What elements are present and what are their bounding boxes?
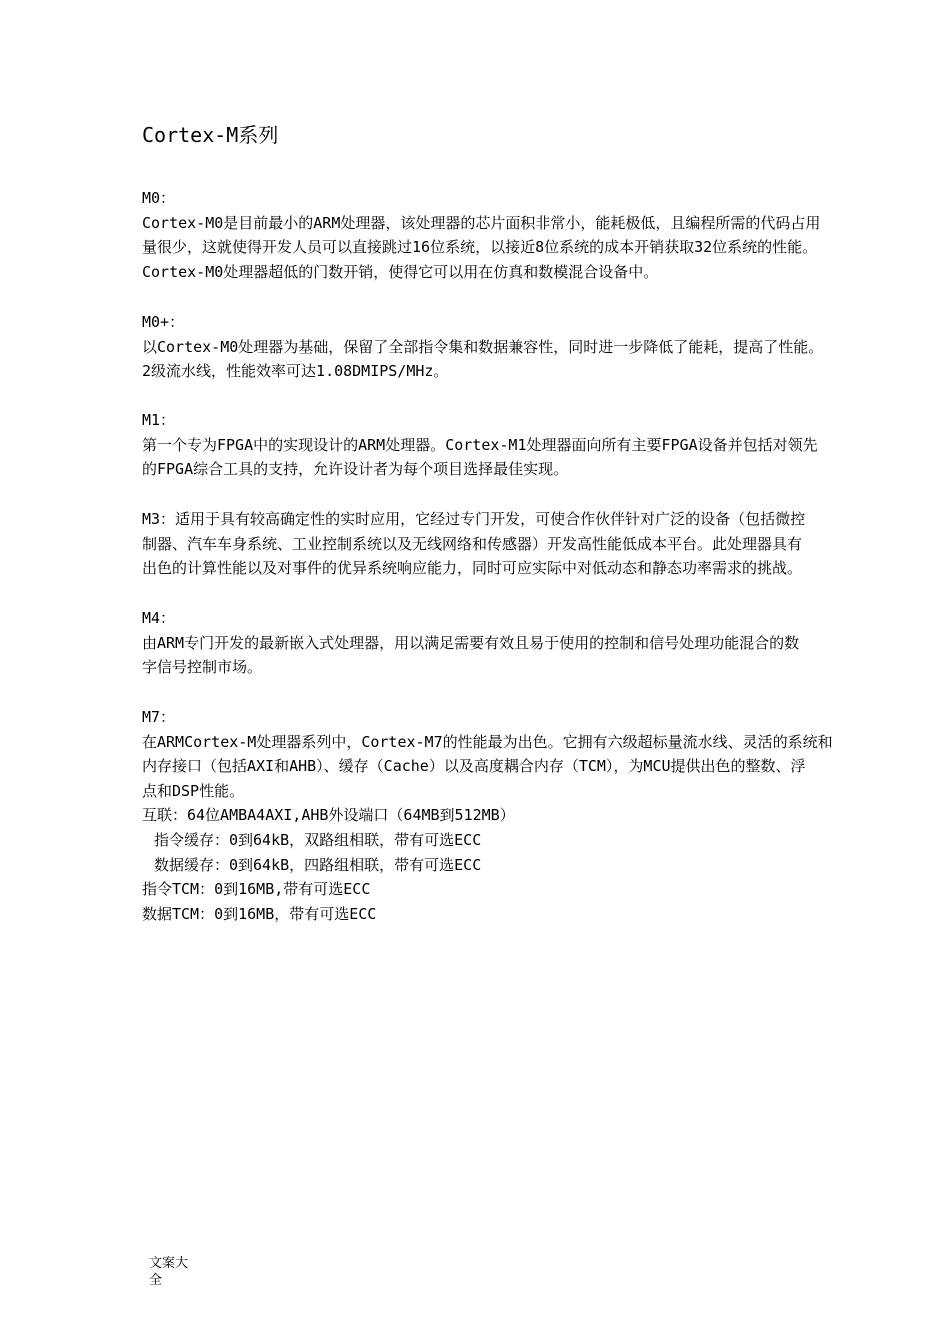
section-m0plus [142, 310, 922, 384]
paragraph-line: 字信号控制市场。 [142, 658, 263, 677]
section-heading-m1: M1： [142, 411, 176, 429]
paragraph-line: 由ARM专门开发的最新嵌入式处理器，用以满足需要有效且易于使用的控制和信号处理功能混合的数 [142, 633, 800, 652]
section-heading-m4: M4： [142, 609, 176, 627]
paragraph-line: Cortex-M0是目前最小的ARM处理器，该处理器的芯片面积非常小，能耗极低，且编程所需的代码占用 [142, 213, 821, 232]
spec-interconnect: 互联：64位AMBA4AXI,AHB外设端口（64MB到512MB） [142, 806, 515, 825]
section-m0 [142, 186, 922, 284]
section-m7 [142, 705, 922, 926]
paragraph-line: M3：适用于具有较高确定性的实时应用，它经过专门开发，可使合作伙伴针对广泛的设备（包括微控 [142, 510, 806, 528]
paragraph-line: 量很少，这就使得开发人员可以直接跳过16位系统，以接近8位系统的成本开销获取32位系统的性能。 [142, 238, 818, 257]
section-m4 [142, 606, 922, 680]
section-heading-m0plus: M0+： [142, 313, 185, 331]
spec-data-cache: 数据缓存：0到64kB，四路组相联，带有可选ECC [154, 855, 482, 874]
paragraph-line: 点和DSP性能。 [142, 781, 245, 800]
spec-instruction-cache: 指令缓存：0到64kB，双路组相联，带有可选ECC [154, 830, 482, 849]
footer-watermark [149, 1255, 188, 1289]
paragraph-line: Cortex-M0处理器超低的门数开销，使得它可以用在仿真和数模混合设备中。 [142, 262, 659, 281]
section-m1 [142, 408, 922, 482]
paragraph-line: 的FPGA综合工具的支持，允许设计者为每个项目选择最佳实现。 [142, 460, 569, 479]
footer-line: 文案大 [149, 1256, 189, 1271]
paragraph-line: 2级流水线，性能效率可达1.08DMIPS/MHz。 [142, 362, 449, 381]
section-heading-m0: M0： [142, 189, 176, 207]
paragraph-line: 第一个专为FPGA中的实现设计的ARM处理器。Cortex-M1处理器面向所有主要FPGA设备并包括对领先 [142, 435, 818, 454]
page-title: Cortex-M系列 [142, 123, 279, 147]
spec-data-tcm: 数据TCM：0到16MB，带有可选ECC [142, 904, 377, 923]
section-m3 [142, 507, 922, 581]
paragraph-line: 内存接口（包括AXI和AHB）、缓存（Cache）以及高度耦合内存（TCM），为MCU提供出色的整数、浮 [142, 757, 806, 776]
paragraph-line: 在ARMCortex-M处理器系列中，Cortex-M7的性能最为出色。它拥有六级超标量流水线、灵活的系统和 [142, 732, 833, 751]
section-heading-m7: M7： [142, 708, 176, 726]
paragraph-line: 以Cortex-M0处理器为基础，保留了全部指令集和数据兼容性，同时进一步降低了能耗，提高了性能。 [142, 337, 824, 356]
paragraph-line: 出色的计算性能以及对事件的优异系统响应能力，同时可应实际中对低动态和静态功率需求的挑战。 [142, 559, 803, 578]
footer-line: 全 [149, 1273, 163, 1288]
spec-instruction-tcm: 指令TCM：0到16MB,带有可选ECC [142, 880, 371, 899]
paragraph-line: 制器、汽车车身系统、工业控制系统以及无线网络和传感器）开发高性能低成本平台。此处理器具有 [142, 534, 803, 553]
